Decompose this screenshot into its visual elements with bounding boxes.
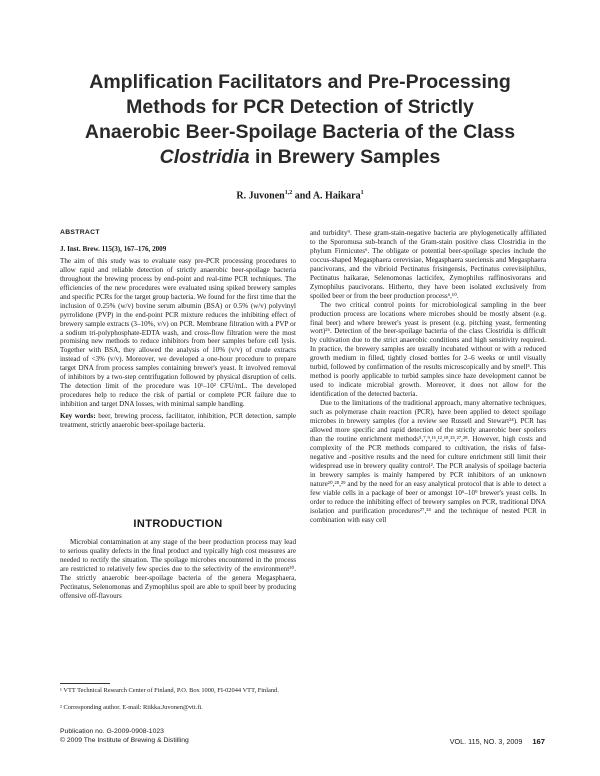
page-number: 167	[532, 737, 545, 746]
abstract-heading: ABSTRACT	[60, 229, 100, 236]
copyright: © 2009 The Institute of Brewing & Distilling	[60, 737, 189, 744]
title-italic-clostridia: Clostridia	[159, 146, 250, 168]
abstract-section	[60, 229, 296, 430]
keywords-label: Key words:	[60, 412, 96, 421]
introduction-paragraph: Microbial contamination at any stage of the beer production process may lead to serious quality defects in the final product and typically high cost measures are needed to rectify the situation. The spoilage microbes encountered in the process are restricted to relatively few species due to the selectivity of the environment³⁰. The strictly anaerobic beer-spoilage bacteria of the genera Megasphaera, Pectinatus, Selenomonas and Zymophilus spoil are able to spoil beer by producing offensive off-flavours	[60, 538, 296, 600]
right-paragraph-2: The two critical control points for microbiological sampling in the beer production process are locations where microbes should be mostly absent (e.g. final beer) and where brewer's yeast is present (e.g. pitching yeast, fermenting wort)²⁶. Detection of the beer-spoilage bacteria of the class Clostridia is difficult by cultivation due to the strict anaerobic conditions and high sensitivity required. In practice, the brewery samples are usually incubated without or with a reduced growth medium in filled, tightly closed bottles for 2–6 weeks or until visually turbid, followed by confirmation of the results microscopically and by smell⁵. This method is poorly applicable to turbid samples since haze development cannot be used to indicate microbial growth. Moreover, it does not allow for the identification of the detected bacteria.	[310, 300, 546, 399]
right-column	[310, 229, 546, 524]
page-footer	[450, 737, 545, 746]
right-paragraph-3: Due to the limitations of the traditional approach, many alternative techniques, such as polymerase chain reaction (PCR), have been applied to detect spoilage microbes in brewery samples (for a review see Russell and Stewart²⁴). PCR has allowed more specific and rapid detection of the strictly anaerobic beer spoilers than the routine enrichment methods⁵,⁷,⁹,¹¹,¹²,¹⁸,²⁵,²⁷,²⁸. However, high costs and complexity of the PCR methods compared to cultivation, the risks of false-negative and -positive results and the need for culture enrichment still limit their widespread use in brewery quality control². The PCR analysis of spoilage bacteria in brewery samples is mainly hampered by PCR inhibitors of an unknown nature²⁰,²⁸,²⁹ and by the need for an easy analytical protocol that is able to detect a few viable cells in a package of beer or amongst 10⁶–10⁹ brewer's yeast cells. In order to reduce the inhibiting effect of brewery samples on PCR, traditional DNA isolation and purification procedures²⁷,³⁴ and the technique of nested PCR in combination with easy cell	[310, 399, 546, 524]
keywords-text: beer, brewing process, facilitator, inhibition, PCR detection, sample treatment, strictly anaerobic beer-spoilage bacteria.	[60, 412, 297, 430]
footnote-divider	[60, 683, 110, 684]
author-2-affiliation: 1	[360, 190, 364, 196]
volume-info: VOL. 115, NO. 3, 2009	[449, 737, 523, 746]
author-connector: and	[292, 190, 313, 202]
author-1-affiliation: 1,2	[284, 190, 293, 196]
author-2: A. Haikara	[312, 190, 361, 202]
keywords	[60, 412, 296, 430]
title-line-1: Amplification Facilitators and Pre-Processing	[89, 71, 511, 93]
title-line-4	[60, 145, 540, 170]
title-line-3: Anaerobic Beer-Spoilage Bacteria of the Class	[84, 121, 516, 143]
publication-number: Publication no. G-2009-0908-1023	[60, 728, 164, 735]
author-1: R. Juvonen	[236, 190, 285, 202]
article-title	[60, 70, 540, 170]
author-list	[0, 190, 600, 201]
right-paragraph-1: and turbidity⁹. These gram-stain-negative bacteria are phylogenetically affiliated to the Sporomusa sub-branch of the Gram-stain positive class Clostridia in the phylum Firmicutes⁶. The obligate or potential beer-spoilage species include the coccus-shaped Megasphaera cerevisiae, Megasphaera sueciensis and Megasphaera paucivorans, and the vibrioid Pectinatus frisingensis, Pectinatus cerevisiiphilus, Pectinatus haikarae, Selenomonas lacticifex, Zymophilus raffinosivorans and Zymophilus paucivorans. Hitherto, they have been isolated exclusively from spoiled beer or from the beer production process⁶,¹⁰.	[310, 229, 546, 300]
footnote-2: ² Corresponding author. E-mail: Riikka.Juvonen@vtt.fi.	[60, 704, 203, 711]
title-line-2: Methods for PCR Detection of Strictly	[126, 96, 474, 118]
title-line-4-rest: in Brewery Samples	[249, 146, 441, 168]
introduction-heading: INTRODUCTION	[133, 518, 223, 530]
footnote-1: ¹ VTT Technical Research Center of Finland, P.O. Box 1000, FI-02044 VTT, Finland.	[60, 687, 279, 694]
journal-reference: J. Inst. Brew. 115(3), 167–176, 2009	[60, 244, 167, 253]
abstract-text: The aim of this study was to evaluate easy pre-PCR processing procedures to allow rapid and reliable detection of strictly anaerobic beer-spoilage bacteria throughout the brewing process by end-point and real-time PCR techniques. The efficiencies of the new procedures were evaluated using spiked brewery samples and specific PCRs for the target group bacteria. We found for the first time that the inclusion of 0.25% (w/v) bovine serum albumin (BSA) or 0.5% (w/v) polyvinyl pyrrolidone (PVP) in the end-point PCR mixture reduces the inhibiting effect of brewery sample extracts (3–10%, v/v) on PCR. Membrane filtration with a PVP or a sodium tri-polyphosphate-EDTA wash, and cross-flow filtration were the most promising new methods to reduce inhibitors from beer samples before cell lysis. Together with BSA, they allowed the analysis of 10% (v/v) of crude extracts instead of <3% (v/v). Moreover, we developed a one-hour procedure to prepare target DNA from process samples containing brewer's yeast. It involved removal of inhibitors by a two-step centrifugation followed by physical disruption of cells. The detection limit of the procedure was 10¹–10² CFU/mL. The developed procedures help to reduce the risk of partial or complete PCR failure due to inhibition and target DNA losses, with minimal sample handling.	[60, 256, 296, 409]
